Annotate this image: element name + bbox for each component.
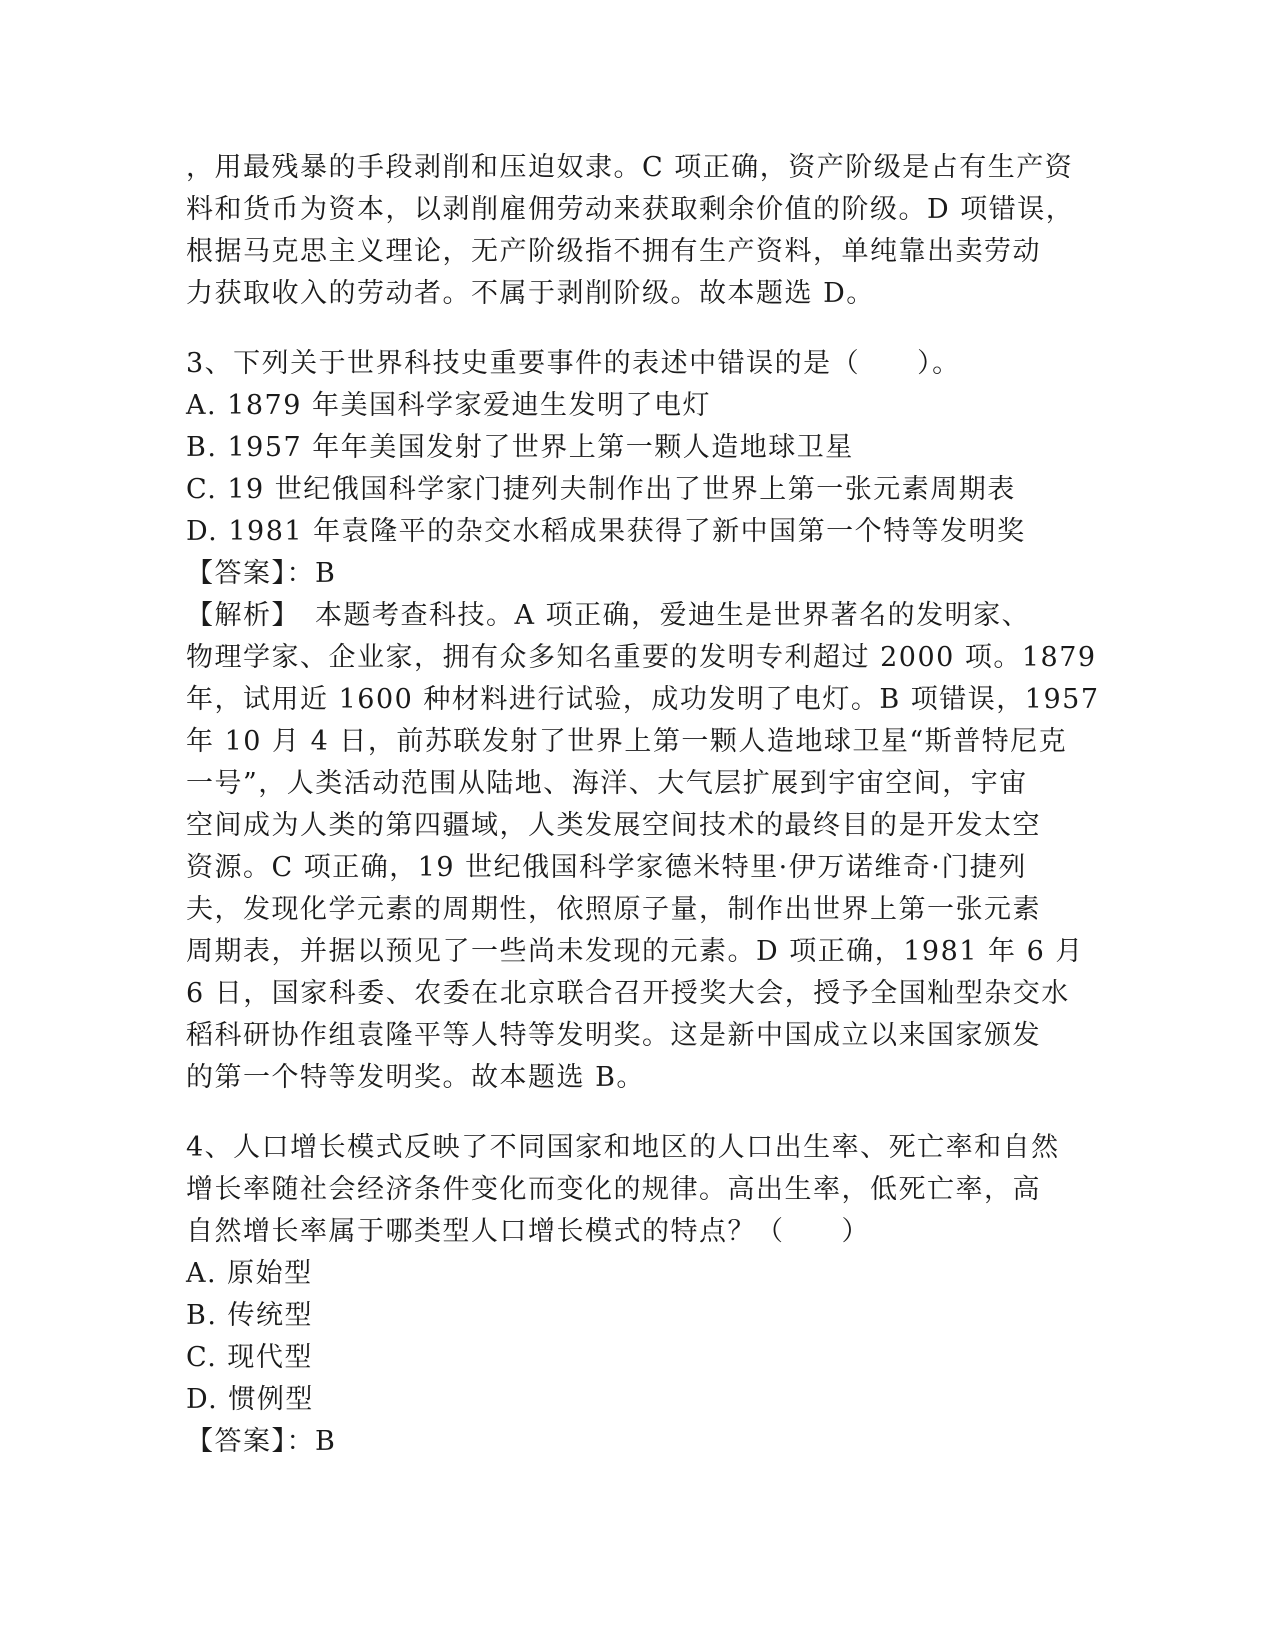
analysis-line: 周期表，并据以预见了一些尚未发现的元素。D 项正确，1981 年 6 月 bbox=[186, 936, 1084, 967]
analysis-line: 年 10 月 4 日，前苏联发射了世界上第一颗人造地球卫星“斯普特尼克 bbox=[186, 726, 1068, 757]
option-b: B. 1957 年年美国发射了世界上第一颗人造地球卫星 bbox=[186, 432, 854, 463]
answer-line: 【答案】：B bbox=[186, 558, 337, 589]
option-c: C. 19 世纪俄国科学家门捷列夫制作出了世界上第一张元素周期表 bbox=[186, 474, 1016, 505]
option-a: A. 原始型 bbox=[186, 1258, 313, 1289]
option-d: D. 1981 年袁隆平的杂交水稻成果获得了新中国第一个特等发明奖 bbox=[186, 516, 1026, 547]
analysis-line: 年，试用近 1600 种材料进行试验，成功发明了电灯。B 项错误，1957 bbox=[186, 684, 1100, 715]
analysis-line: 物理学家、企业家，拥有众多知名重要的发明专利超过 2000 项。1879 bbox=[186, 642, 1097, 673]
analysis-line: 的第一个特等发明奖。故本题选 B。 bbox=[186, 1062, 645, 1093]
analysis-line: 空间成为人类的第四疆域，人类发展空间技术的最终目的是开发太空 bbox=[186, 810, 1041, 841]
document-body bbox=[186, 147, 1100, 1463]
question-stem: 4、人口增长模式反映了不同国家和地区的人口出生率、死亡率和自然 bbox=[186, 1132, 1060, 1163]
option-b: B. 传统型 bbox=[186, 1300, 314, 1331]
analysis-line: 6 日，国家科委、农委在北京联合召开授奖大会，授予全国籼型杂交水 bbox=[186, 978, 1070, 1009]
analysis-line: 一号”，人类活动范围从陆地、海洋、大气层扩展到宇宙空间，宇宙 bbox=[186, 768, 1028, 799]
question-stem: 自然增长率属于哪类型人口增长模式的特点？（ ） bbox=[186, 1216, 870, 1247]
option-c: C. 现代型 bbox=[186, 1342, 313, 1373]
text-line: ，用最残暴的手段剥削和压迫奴隶。C 项正确，资产阶级是占有生产资 bbox=[186, 152, 1074, 183]
question-stem: 3、下列关于世界科技史重要事件的表述中错误的是（ ）。 bbox=[186, 348, 961, 379]
text-line: 料和货币为资本，以剥削雇佣劳动来获取剩余价值的阶级。D 项错误， bbox=[186, 194, 1075, 225]
analysis-line: 【解析】 本题考查科技。A 项正确，爱迪生是世界著名的发明家、 bbox=[186, 600, 1031, 631]
answer-line: 【答案】：B bbox=[186, 1426, 337, 1457]
question-stem: 增长率随社会经济条件变化而变化的规律。高出生率，低死亡率，高 bbox=[186, 1174, 1041, 1205]
analysis-line: 资源。C 项正确，19 世纪俄国科学家德米特里·伊万诺维奇·门捷列 bbox=[186, 852, 1027, 883]
analysis-line: 稻科研协作组袁隆平等人特等发明奖。这是新中国成立以来国家颁发 bbox=[186, 1020, 1041, 1051]
analysis-block bbox=[186, 595, 1100, 1099]
paragraph-spacer bbox=[186, 315, 1086, 343]
analysis-line: 夫，发现化学元素的周期性，依照原子量，制作出世界上第一张元素 bbox=[186, 894, 1041, 925]
option-d: D. 惯例型 bbox=[186, 1384, 314, 1415]
text-line: 根据马克思主义理论，无产阶级指不拥有生产资料，单纯靠出卖劳动 bbox=[186, 236, 1041, 267]
option-a: A. 1879 年美国科学家爱迪生发明了电灯 bbox=[186, 390, 711, 421]
question-4 bbox=[186, 1127, 1086, 1463]
paragraph-spacer bbox=[186, 1099, 1086, 1127]
text-line: 力获取收入的劳动者。不属于剥削阶级。故本题选 D。 bbox=[186, 278, 875, 309]
question-3 bbox=[186, 343, 1100, 1099]
previous-analysis-continuation bbox=[186, 147, 1086, 315]
